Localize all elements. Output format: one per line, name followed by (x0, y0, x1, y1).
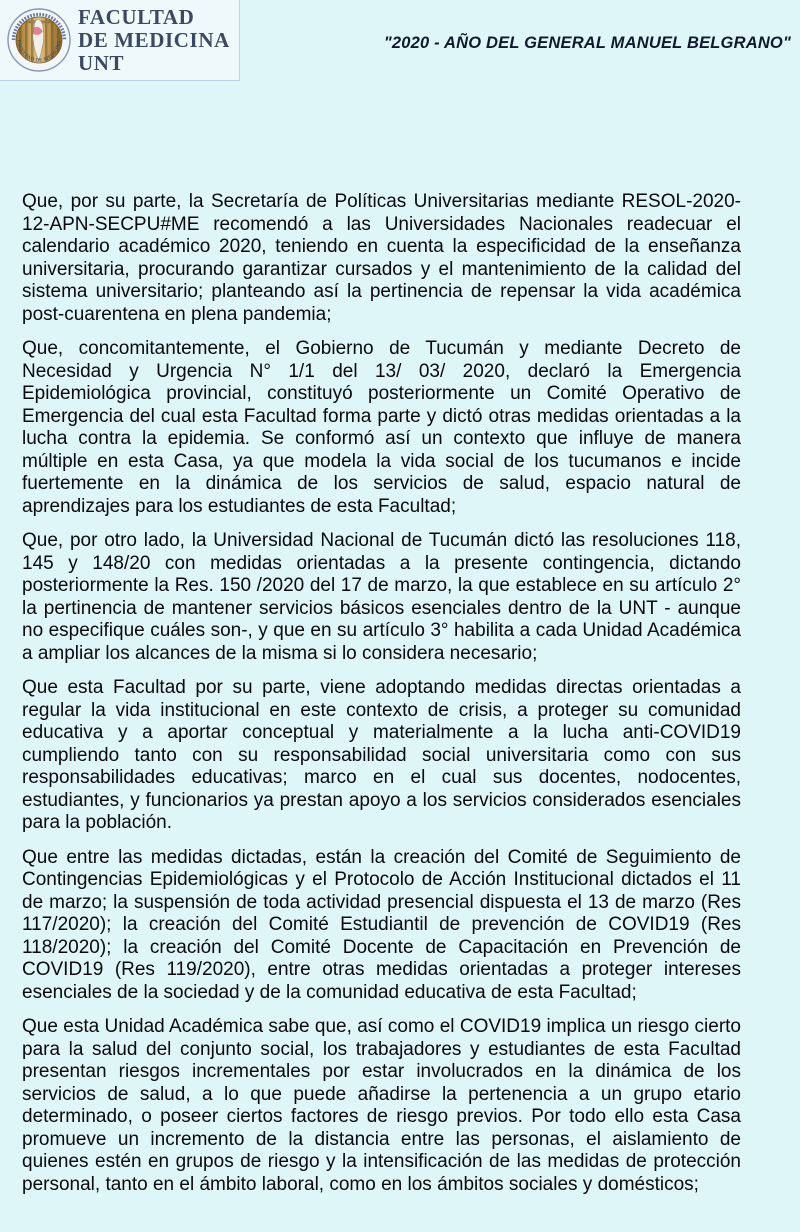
faculty-name (78, 6, 230, 75)
paragraph-considerando-5: Que entre las medidas dictadas, están la creación del Comité de Seguimiento de Contingencias Epidemiológicas y el Protocolo de Acción Institucional dictados el 11 de marzo; la suspensión de toda actividad presencial dispuesta el 13 de marzo (Res 117/2020); la creación del Comité Estudiantil de prevención de COVID19 (Res 118/2020); la creación del Comité Docente de Capacitación en Prevención de COVID19 (Res 119/2020), entre otras medidas orientadas a proteger intereses esenciales de la sociedad y de la comunidad educativa de esta Facultad; (22, 846, 741, 1003)
faculty-name-line1: FACULTAD (78, 4, 195, 29)
faculty-name-line2: DE MEDICINA (78, 27, 230, 52)
faculty-seal-icon (7, 8, 71, 72)
seal-arc-text: FACULTAD DE MEDICINA (15, 39, 63, 64)
paragraph-considerando-1: Que, por su parte, la Secretaría de Políticas Universitarias mediante RESOL-2020-12-APN-SECPU#ME recomendó a las Universidades Nacionales readecuar el calendario académico 2020, teniendo en cuenta la especificidad de la enseñanza universitaria, procurando garantizar cursados y el mantenimiento de la calidad del sistema universitario; planteando así la pertinencia de repensar la vida académica post-cuarentena en plena pandemia; (22, 191, 741, 325)
year-motto: "2020 - AÑO DEL GENERAL MANUEL BELGRANO" (383, 34, 791, 52)
document-body (22, 191, 741, 1208)
faculty-name-line3: UNT (78, 50, 125, 75)
paragraph-considerando-6: Que esta Unidad Académica sabe que, así como el COVID19 implica un riesgo cierto para la salud del conjunto social, los trabajadores y estudiantes de esta Facultad presentan riesgos incrementales por estar involucrados en la dinámica de los servicios de salud, a lo que puede añadirse la pertenencia a un grupo etario determinado, o poseer ciertos factores de riesgo previos. Por todo ello esta Casa promueve un incremento de la distancia entre las personas, el aislamiento de quienes estén en grupos de riesgo y la intensificación de las medidas de protección personal, tanto en el ámbito laboral, como en los ámbitos sociales y domésticos; (22, 1016, 741, 1195)
faculty-logo-box (0, 0, 240, 81)
paragraph-considerando-2: Que, concomitantemente, el Gobierno de Tucumán y mediante Decreto de Necesidad y Urgencia N° 1/1 del 13/ 03/ 2020, declaró la Emergencia Epidemiológica provincial, constituyó posteriormente un Comité Operativo de Emergencia del cual esta Facultad forma parte y dictó otras medidas orientadas a la lucha contra la epidemia. Se conformó así un contexto que influye de manera múltiple en esta Casa, ya que modela la vida social de los tucumanos e incide fuertemente en la dinámica de los servicios de salud, espacio natural de aprendizajes para los estudiantes de esta Facultad; (22, 338, 741, 517)
paragraph-considerando-4: Que esta Facultad por su parte, viene adoptando medidas directas orientadas a regular la vida institucional en este contexto de crisis, a proteger su comunidad educativa y a aportar conceptual y materialmente a la lucha anti-COVID19 cumpliendo tanto con su responsabilidad social universitaria como con sus responsabilidades educativas; marco en el cual sus docentes, nodocentes, estudiantes, y funcionarios ya prestan apoyo a los servicios considerados esenciales para la población. (22, 677, 741, 833)
paragraph-considerando-3: Que, por otro lado, la Universidad Nacional de Tucumán dictó las resoluciones 118, 145 y 148/20 con medidas orientadas a la presente contingencia, dictando posteriormente la Res. 150 /2020 del 17 de marzo, la que establece en su artículo 2° la pertinencia de mantener servicios básicos esenciales dentro de la UNT - aunque no especifique cuáles son-, y que en su artículo 3° habilita a cada Unidad Académica a ampliar los alcances de la misma si lo considera necesario; (22, 530, 741, 664)
